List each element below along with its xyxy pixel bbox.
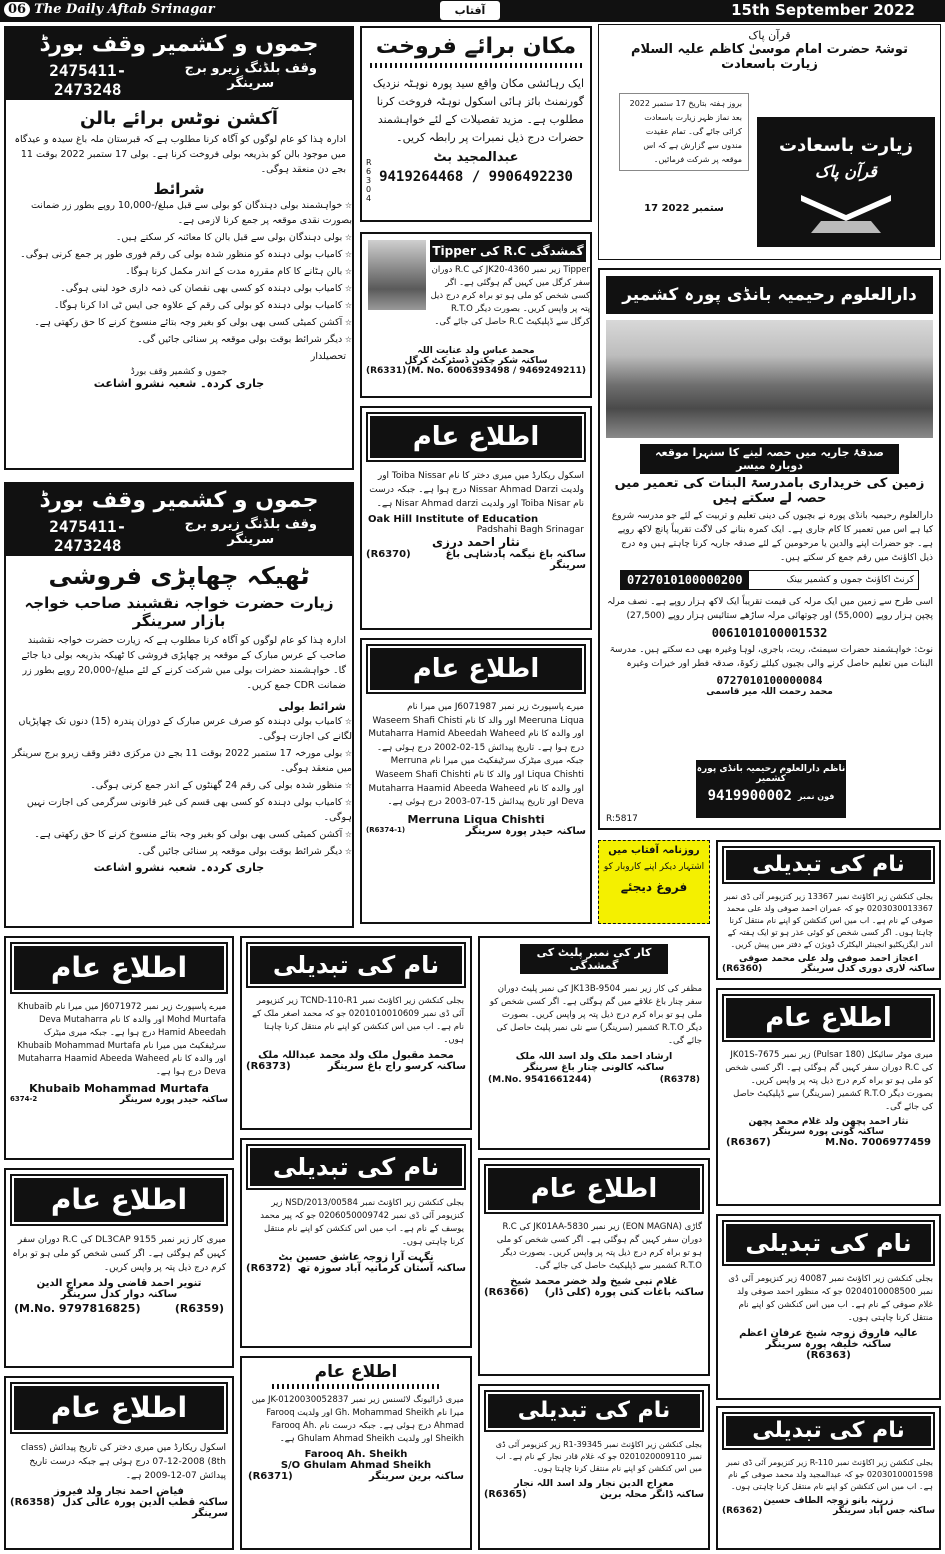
ad-title: اطلاع عام (486, 1166, 702, 1212)
ad-title: مکان برائے فروخت (375, 34, 577, 59)
notice-eon (478, 1158, 710, 1376)
ad-body: بجلی کنکشن زیر اکاؤنٹ نمبر 13367 زیر کنزیومر آئی ڈی نمبر 0203030013367 جو کہ عمران احمد صوفی ولد علی محمد صوفی کے نام ہے۔ اب میں اس کنکشن کو اپنے نام منتقل کرنا چاہتا ہوں۔ اگر کسی شخص کو کوئی عذر ہو تو ایک ہفتہ کے اندر ایگزیکٹیو انجینئر الیکٹرک ڈویژن کے دفتر میں پیش کریں۔ (724, 892, 933, 949)
divider (370, 63, 582, 68)
car-plate-ad (478, 936, 710, 1150)
ref-number: R:5817 (606, 814, 638, 824)
condition-item: ☆ آکشن کمیٹی کسی بھی بولی کو بغیر وجہ بتائے منسوخ کرنے کا حق رکھتی ہے۔ (34, 829, 352, 840)
conditions-list (6, 714, 352, 859)
contact-name-english: Khubaib Mohammad Murtafa (29, 1082, 209, 1095)
contact-address: ساکنہ شکر چکتن ڈسٹرکٹ کرگل (404, 356, 548, 366)
ad-body: بجلی کنکشن زیر اکاؤنٹ نمبر 39345-R1 زیر کنزیومر آئی ڈی نمبر 0201020009110 جو کہ غلام قادر نجار کے نام ہے۔ اب میں اس کنکشن کو اپنے نام منتقل کرنا چاہتا ہوں۔ (495, 1440, 702, 1473)
notice-pulsar (716, 988, 941, 1206)
condition-item: ☆ کامیاب بولی دہندہ کو صرف عرس مبارک کے دوران پندرہ (15) دنوں تک چھاپڑیاں لگانے کی اجازت ہوگی۔ (18, 716, 352, 742)
ref-number: (R6378) (659, 1075, 700, 1085)
star-bullet-icon: ☆ (342, 267, 352, 276)
ziyarat-body: بروز ہفتہ بتاریخ 17 ستمبر 2022 بعد نماز ظہر زیارت باسعادت کرائی جائے گی۔ تمام عقیدت مندوں سے گزارش ہے کہ اس موقعہ پر شرکت فرمائیں۔ (619, 93, 749, 171)
name-change-mehraj (478, 1384, 710, 1550)
quran-stand-icon (791, 185, 901, 235)
ad-body: بجلی کنکشن زیر اکاؤنٹ نمبر TCND-110-R1 زیر کنزیومر آئی ڈی نمبر 0201010010609 جو کہ محمد اصغر ملک کے نام ہے۔ اب میں اس کنکشن کو اپنے نام منتقل کرنا چاہتا ہوں۔ (252, 996, 464, 1045)
ref-number: (R6370) (366, 549, 411, 560)
star-bullet-icon: ☆ (342, 284, 352, 293)
ad-body: ایک رہائشی مکان واقع سید پورہ نوہٹہ نزدیک گورنمنٹ بائز ہائی اسکول نوہٹہ فروخت کرنا مطلوب ہے۔ مزید تفصیلات کے لئے خواہشمند حضرات درج ذیل نمبرات پر رابطہ کریں۔ (372, 77, 584, 144)
waqf-board-title: جموں و کشمیر وقف بورڈ (39, 488, 319, 513)
ref-number: (R6372) (246, 1263, 291, 1274)
ad-body: میرے پاسپورٹ زیر نمبر J6071987 میں میرا نام Meeruna Liqua اور والد کا نام Waseem Shafi Chisti اور والدہ کا نام Mutaharra Hamid Abeedah Waheed درج ہوا ہے۔ تاریخ پیدائش 15-02-2002 درج ہوئی ہے۔ جبکہ میری میٹرک سرٹیفکیٹ میں میرا نام Merruna Liqua Chishti اور والد کا نام Waseem Shafi Chishti اور والدہ کا نام Mutaharra Haamid Abeeda Waheed Deva اور تاریخ پیدائش 15-07-2003 درج ہوئی ہے۔ (368, 702, 584, 808)
star-bullet-icon: ☆ (342, 847, 352, 856)
ad-title: نام کی تبدیلی (486, 1392, 702, 1430)
signatory-title: ناظم دارالعلوم رحیمیہ بانڈی پورہ کشمیر (696, 764, 846, 784)
ziyarat-card (757, 117, 935, 247)
ad-body: میری کار زیر نمبر DL3CAP 9155 کی R.C دوران سفر کہیں گم ہوگئی ہے۔ اگر کسی شخص کو ملی ہو تو براہ کرم درج ذیل پتہ پر واپس کریں۔ (12, 1235, 226, 1273)
signatory: تحصیلدار (310, 351, 346, 362)
newspaper-name: The Daily Aftab Srinagar (34, 2, 215, 17)
ziyarat-card-subtitle: قرآن پاک (815, 162, 877, 181)
promo-line-1: روزنامہ آفتاب میں (608, 845, 700, 856)
contact-address: ساکنہ باغ نیگمہ پادشاہی باغ سرینگر (445, 549, 586, 571)
name-change-zareena (716, 1406, 941, 1550)
phone-label: فون نمبر (797, 791, 835, 801)
signatory-box (696, 760, 846, 818)
contact-address: ساکنہ باغات کنی پورہ (کلی ڈار) (544, 1287, 704, 1298)
notice-toiba (360, 406, 592, 630)
contact-name: نثار احمد پچھن ولد غلام محمد پچھن (748, 1117, 909, 1127)
contact-name-english: Farooq Ah. Sheikh (304, 1449, 408, 1460)
contact-parent-english: S/O Ghulam Ahmad Sheikh (280, 1460, 432, 1471)
ad-title: نام کی تبدیلی (724, 1222, 933, 1264)
contact-name-english: Merruna Liqua Chishti (407, 812, 545, 826)
condition-item: ☆ منظور شدہ بولی کی رقم 24 گھنٹوں کے اندر جمع کرنی ہوگی۔ (90, 780, 352, 791)
waqf-board-title: جموں و کشمیر وقف بورڈ (39, 32, 319, 57)
account-number-3: 0727010100000084 (716, 674, 823, 687)
ref-number: (R6363) (806, 1350, 851, 1361)
waqf-phone: 2475411-2473248 (49, 61, 127, 99)
condition-item: ☆ بالن ہٹانے کا کام مقررہ مدت کے اندر مکمل کرنا ہوگا۔ (125, 266, 352, 277)
contact-address: ساکنہ کرسو راج باغ سرینگر (327, 1061, 466, 1072)
ad-body: اسکول ریکارڈ میں میری دختر کی تاریخ پیدائش (class 8th) 07-12-2008 درج ہوئی ہے جبکہ درست تاریخ پیدائش 07-12-2009 ہے۔ (20, 1443, 226, 1481)
ref-number: 6374-2 (10, 1095, 38, 1103)
ad-body-2: اسی طرح سے زمین میں ایک مرلہ کی قیمت تقریباً ایک لاکھ ہزار روپے ہے۔ نصف مرلہ پچپن ہزار روپے (55,000) اور چوتھائی مرلہ ساڑھے ستائیس ہزار روپے (27,500) (607, 597, 933, 621)
waqf-auction-ad (4, 26, 354, 470)
contact-name: محمد مقبول ملک ولد محمد عبداللہ ملک (258, 1050, 454, 1061)
house-sale-ad (360, 26, 592, 222)
contact-address: ساکنہ دوار کدل سرینگر (60, 1289, 178, 1300)
masthead-left (4, 2, 215, 17)
conditions-title: شرائط بولی (278, 700, 346, 713)
issued-by: جاری کردہ۔ شعبہ نشرو اشاعت (93, 861, 265, 874)
contact-name: تنویر احمد قاضی ولد معراج الدین (36, 1278, 202, 1289)
waqf-header-band (6, 28, 352, 100)
contact-name: ارشاد احمد ملک ولد اسد اللہ ملک (515, 1051, 673, 1062)
ad-body: مظفر کی کار زیر نمبر JK13B-9504 کی نمبر پلیٹ دوران سفر چنار باغ علاقے میں گم ہوگئی ہے۔ اگر کسی شخص کو ملی ہو تو براہ کرم درج ذیل پتہ پر واپس کریں۔ بصورت دیگر R.T.O کشمیر (سرینگر) سے نئی نمبر پلیٹ حاصل کی جائے گی۔ (489, 984, 702, 1046)
contact-phone: 9419264468 / 9906492230 (379, 169, 573, 185)
ad-body: میری ڈرائیونگ لائسنس زیر نمبر JK-0120030052837 میں میرا نام Gh. Mohammad Sheikh اور ولدیت Farooq Ahmad درج ہوئی ہے۔ جبکہ درست نام Farooq Ah. Sheikh اور ولدیت Ghulam Ahmad Sheikh ہے۔ (251, 1395, 464, 1444)
waqf-address: وقف بلڈنگ زیرو برج سرینگر (184, 61, 317, 91)
ad-body-3: نوٹ: خواہشمند حضرات سیمنٹ، ریت، باجری، لوہا وغیرہ بھی دے سکتے ہیں۔ مدرسۃ البنات میں تعلیم حاصل کرنے والی بچیوں کیلئے زکوۃ، صدقہ فطر اور خیرات وغیرہ (609, 645, 933, 669)
contact-address: ساکنہ لاری دوری کدل سرینگر (801, 964, 935, 974)
contact-name: معراج الدین نجار ولد اسد اللہ نجار (514, 1478, 674, 1489)
contact-address: ساکنہ ڈانگر محلہ برین (599, 1489, 704, 1500)
notice-dl3cap (4, 1168, 234, 1368)
notice-khubaib (4, 936, 234, 1160)
ad-title: کار کی نمبر پلیٹ کی گمشدگی (520, 944, 668, 974)
star-bullet-icon: ☆ (342, 301, 352, 310)
ad-title: اطلاع عام (368, 646, 584, 692)
notice-faiyaz (4, 1376, 234, 1550)
condition-item: ☆ کامیاب بولی دہندہ کو منظور شدہ بولی کی رقم فوری طور پر جمع کرنی ہوگی۔ (20, 249, 352, 260)
signatory: محمد رحمت اللہ میر قاسمی (706, 687, 833, 697)
promo-line-3: فروغ دیجئے (620, 880, 688, 894)
contact-name: اعجاز احمد صوفی ولد علی محمد صوفی (739, 954, 918, 964)
star-bullet-icon: ☆ (342, 717, 352, 726)
contact-name: عبدالمجید بٹ (433, 150, 519, 165)
condition-item: ☆ دیگر شرائط بوقت بولی موقعہ پر سنائی جائیں گی۔ (137, 846, 352, 857)
ref-number: (R6360) (722, 964, 763, 974)
contact-address: ساکنہ برین سرینگر (369, 1471, 464, 1482)
name-change-ejaz (716, 840, 941, 980)
ad-title: اطلاع عام (12, 944, 226, 992)
ad-title: دارالعلوم رحیمیہ بانڈی پورہ کشمیر (606, 276, 933, 314)
ad-title: آکشن نوٹس برائے بالن (79, 108, 279, 129)
ref-number: (R6362) (722, 1506, 763, 1516)
star-bullet-icon: ☆ (342, 830, 352, 839)
ad-title: اطلاع عام (368, 414, 584, 460)
waqf-address: وقف بلڈنگ زیرو برج سرینگر (184, 517, 317, 547)
ad-title: ٹھیکہ چھاپڑی فروشی (48, 562, 310, 590)
ad-title: نام کی تبدیلی (248, 944, 464, 986)
ref-number: (R6373) (246, 1061, 291, 1072)
ref-number: (R6365) (484, 1489, 527, 1500)
ad-title: اطلاع عام (12, 1176, 226, 1224)
contact-phone: (M.No. 9541661244) (488, 1075, 592, 1085)
contact-name: نگہت آرا زوجہ عاشق حسین بٹ (278, 1252, 434, 1263)
name-change-nighat (240, 1138, 472, 1348)
ad-body: بجلی کنکشن زیر اکاؤنٹ نمبر 00584/NSD/2013 زیر کنزیومر آئی ڈی نمبر 0206050009742 جو کہ پیر محمد یوسف کے نام ہے۔ اب میں اس کنکشن کو اپنے نام منتقل کرنا چاہتی ہوں۔ (260, 1198, 464, 1247)
condition-item: ☆ آکشن کمیٹی کسی بھی بولی کو بغیر وجہ بتائے منسوخ کرنے کا حق رکھتی ہے۔ (34, 317, 352, 328)
ad-title: اطلاع عام (724, 996, 933, 1040)
name-change-maqbool (240, 936, 472, 1130)
star-bullet-icon: ☆ (342, 233, 352, 242)
ad-title: اطلاع عام (12, 1384, 226, 1432)
contact-phone: (M.No. 9797816825) (14, 1302, 141, 1315)
conditions-title: شرائط (153, 180, 205, 198)
contact-name: محمد عباس ولد عنایت اللہ (417, 346, 535, 356)
org-name: جموں و کشمیر وقف بورڈ (130, 367, 228, 377)
contact-address: ساکنہ حیدر پورہ سرینگر (465, 825, 586, 837)
contact-address: ساکنہ گونی پورہ سرینگر (773, 1127, 884, 1137)
contact-address: ساکنہ آستان کرمانیہ آباد سوزہ تھ (297, 1263, 466, 1274)
ref-number: (R6374-1) (366, 825, 406, 834)
star-bullet-icon: ☆ (342, 749, 352, 758)
contact-name: عالیہ فاروق زوجہ شیخ عرفان اعظم (739, 1328, 918, 1339)
ad-body: Tipper زیر نمبر JK20-4360 کی R.C دوران سفر کرگل میں کہیں گم ہوگئی ہے۔ اگر کسی شخص کو ملی ہو تو براہ کرم درج ذیل پتہ پر واپس کریں۔ بصورت دیگر R.T.O کرگل سے ڈپلیکیٹ R.C حاصل کی جائے گی۔ (430, 265, 590, 327)
account-number-1: 0727010100000200 (621, 571, 749, 589)
ref-number: (R6366) (484, 1287, 529, 1298)
ziyarat-date: 17 ستمبر 2022 (644, 203, 724, 214)
issue-date: 15th September 2022 (731, 1, 915, 19)
account-number-2: 0061010100001532 (711, 626, 828, 640)
construction-photo (606, 320, 933, 438)
star-bullet-icon: ☆ (342, 250, 352, 259)
ref-number: (R6331) (366, 366, 407, 376)
ziyarat-line-1: قرآن پاک (748, 29, 791, 42)
ad-body: میرے پاسپورٹ زیر نمبر J6071972 میں میرا نام Khubaib Mohd Murtafa اور والدہ کا نام Deva Mutaharra Hamid Abeedah درج ہوا ہے۔ جبکہ میری میٹرک سرٹیفکیٹ میں میرا نام Khubaib Mohammad Murtafa اور والدہ کا نام Mutaharra Haamid Abeeda Waheed Deva درج ہوا ہے۔ (17, 1002, 226, 1077)
ref-number: (R6359) (174, 1302, 224, 1315)
banner-sadqa: صدقۂ جاریہ میں حصہ لینے کا سنہرا موقعہ دوبارہ میسر (640, 444, 899, 474)
notice-merruna (360, 638, 592, 924)
ad-body: میری موٹر سائیکل (Pulsar 180) زیر نمبر JK01S-7675 کی R.C دوران سفر کہیں گم ہوگئی ہے۔ اگر کسی شخص کو ملی ہو تو براہ کرم درج ذیل پتہ پر واپس کریں۔ بصورت دیگر R.T.O کشمیر (سرینگر) سے ڈپلیکیٹ حاصل کی جائے گی۔ (725, 1050, 933, 1112)
ad-body: بجلی کنکشن زیر اکاؤنٹ نمبر R-110 زیر کنزیومر آئی ڈی نمبر 0203010001598 جو کہ عبدالمجید ولد محمد صوفی کے نام ہے۔ اب میں اس کنکشن کو اپنے نام منتقل کرنا چاہتی ہوں۔ (726, 1458, 933, 1491)
notice-farooq (240, 1356, 472, 1550)
aftab-promo (598, 840, 710, 924)
condition-item: ☆ کامیاب بولی دہندہ کو کسی بھی قسم کی غیر قانونی سرگرمی کی اجازت نہیں ہوگی۔ (26, 797, 352, 823)
conditions-list (6, 198, 352, 347)
masthead (0, 0, 945, 22)
school-address: Padshahi Bagh Srinagar (476, 525, 584, 535)
ref-number: (R6371) (248, 1471, 293, 1482)
ad-body: بجلی کنکشن زیر اکاؤنٹ نمبر 40087 زیر کنزیومر آئی ڈی نمبر 0204010008500 جو کہ منظور احمد صوفی ولد غلام صوفی کے نام ہے۔ اب میں اس کنکشن کو اپنے نام منتقل کرنا چاہتی ہوں۔ (728, 1274, 933, 1323)
page-number: 06 (4, 2, 30, 17)
condition-item: ☆ کامیاب بولی دہندہ کو بولی کی رقم کے علاوہ جی ایس ٹی ادا کرنا ہوگا۔ (53, 300, 352, 311)
waqf-phone: 2475411-2473248 (49, 517, 127, 555)
condition-item: ☆ کامیاب بولی دہندہ کو کسی بھی نقصان کی ذمہ داری خود لینی ہوگی۔ (60, 283, 352, 294)
contact-name: زرینہ بانو زوجہ الطاف حسین (763, 1496, 894, 1506)
contact-address: ساکنہ قطب الدین پورہ عالی کدل سرینگر (62, 1497, 228, 1519)
contact-address: ساکنہ خلیفہ پورہ سرینگر (765, 1339, 892, 1350)
contact-phone: (M. No. 6006393498 / 9469249211) (407, 366, 586, 376)
contact-phone: M.No. 7006977459 (825, 1137, 931, 1148)
darul-uloom-ad (598, 268, 941, 830)
ref-number: R6304 (366, 158, 372, 203)
waqf-contract-ad (4, 482, 354, 928)
star-bullet-icon: ☆ (342, 201, 352, 210)
star-bullet-icon: ☆ (342, 335, 352, 344)
ziyarat-line-2: توشۃ حضرت امام موسیٰ کاظم علیہ السلام (631, 42, 908, 57)
contact-address: ساکنہ جس آباد سرینگر (833, 1506, 935, 1516)
ad-title: نام کی تبدیلی (248, 1146, 464, 1188)
ad-title: نام کی تبدیلی (724, 848, 933, 882)
ad-title: اطلاع عام (314, 1362, 398, 1382)
ad-body: اسکول ریکارڈ میں میری دختر کا نام Toiba Nissar اور ولدیت Nissar Ahmad Darzi درج ہوا ہے۔ جبکہ درست نام Toiba Nisar اور ولدیت Nisar Ahmad darzi ہے۔ (369, 471, 584, 509)
condition-item: ☆ بولی مورخہ 17 ستمبر 2022 بوقت 11 بجے دن مرکزی دفتر وقف زیرو برج سرینگر میں منعقد ہوگی۔ (12, 748, 352, 774)
contact-address: ساکنہ کالونی چنار باغ سرینگر (523, 1062, 665, 1073)
ref-number: (R6358) (10, 1497, 55, 1508)
star-bullet-icon: ☆ (342, 781, 352, 790)
contact-name: نثار احمد درزی (432, 535, 520, 549)
ref-number: (R6367) (726, 1137, 771, 1148)
contact-address: ساکنہ حیدر پورہ سرینگر (119, 1095, 228, 1105)
contact-name: غلام نبی شیخ ولد خضر محمد شیخ (510, 1276, 678, 1287)
banner-land: زمین کی خریداری بامدرسۃ البنات کی تعمیر میں حصہ لے سکتے ہیں (614, 476, 925, 506)
divider (272, 1384, 440, 1389)
newspaper-logo: آفتاب (440, 1, 500, 20)
promo-line-2: اشتہار دیکر اپنے کاروبار کو (603, 862, 705, 872)
issued-by: جاری کردہ۔ شعبہ نشرو اشاعت (93, 377, 265, 390)
ziyarat-ad (598, 24, 941, 260)
account-label: کرنٹ اکاؤنٹ جموں و کشمیر بینک (786, 575, 914, 585)
star-bullet-icon: ☆ (342, 318, 352, 327)
school-name: Oak Hill Institute of Education (368, 514, 539, 525)
name-change-aliya (716, 1214, 941, 1400)
star-bullet-icon: ☆ (342, 798, 352, 807)
ad-intro: ادارہ ہٰذا کو عام لوگوں کو آگاہ کرنا مطلوب ہے کہ قبرستان ملہ باغ سیدہ و عیدگاہ میں موجود بالن کو بذریعہ بولی فروخت کرنا ہے۔ بولی 17 ستمبر 2022 بوقت 11 بجے دن منعقد ہوگی۔ (14, 134, 346, 175)
tipper-rc-ad (360, 232, 592, 398)
ad-intro: ادارہ ہٰذا کو عام لوگوں کو آگاہ کرنا مطلوب ہے کہ زیارت حضرت خواجہ نقشبند صاحب کے عرس مبارک کے موقعہ پر چھاپڑی فروشی کا ٹھیکہ بذریعہ بولی دیا جائے گا۔ خواہشمند حضرات بولی میں شرکت کرنے کے لئے مبلغ/-20,000 روپے بطور زر ضمانت CDR جمع کریں۔ (21, 635, 346, 691)
contact-name: فیاض احمد نجار ولد فیروز (54, 1486, 184, 1497)
contact-phone: 9419900002 (707, 788, 792, 804)
condition-item: ☆ دیگر شرائط بوقت بولی موقعہ پر سنائی جائیں گی۔ (137, 334, 352, 345)
condition-item: ☆ خواہشمند بولی دہندگان کو بولی سے قبل مبلغ/-10,000 روپے بطور زر ضمانت بصورت نقدی موقعہ پر جمع کرنا لازمی ہے۔ (30, 200, 352, 226)
ziyarat-line-3: زیارت باسعادت (721, 57, 818, 72)
ad-subtitle: زیارت حضرت خواجہ نقشبند صاحب خواجہ بازار سرینگر (24, 594, 334, 630)
waqf-header-band (6, 484, 352, 556)
ziyarat-card-title: زیارت باسعادت (778, 135, 914, 156)
ad-title: Tipper کی R.C گمشدگی (430, 240, 586, 262)
ad-body: دارالعلوم رحیمیہ بانڈی پورہ نے بچیوں کی دینی تعلیم و تربیت کے لئے جو مدرسہ شروع کیا ہے اس میں تعمیر کا کام جاری ہے۔ ایک کمرہ بنانے کی لاگت تقریباً پانچ لاکھ روپے ہے۔ جو حضرات اپنے والدین یا مرحومین کے لئے صدقہ جاریہ کرنا چاہتے ہیں وہ درج ذیل اکاؤنٹ میں رقم جمع کر سکتے ہیں۔ (611, 511, 933, 563)
person-photo (368, 240, 426, 310)
condition-item: ☆ بولی دہندگان بولی سے قبل بالن کا معائنہ کر سکتے ہیں۔ (115, 232, 352, 243)
ad-title: نام کی تبدیلی (724, 1414, 933, 1448)
ad-body: گاڑی (EON MAGNA) زیر نمبر JK01AA-5830 کی R.C دوران سفر کہیں گم ہوگئی ہے۔ اگر کسی شخص کو ملی ہو تو براہ کرم درج ذیل پتہ پر واپس کریں۔ بصورت دیگر R.T.O کشمیر سے ڈپلیکیٹ حاصل کی جائے گی۔ (496, 1222, 702, 1271)
